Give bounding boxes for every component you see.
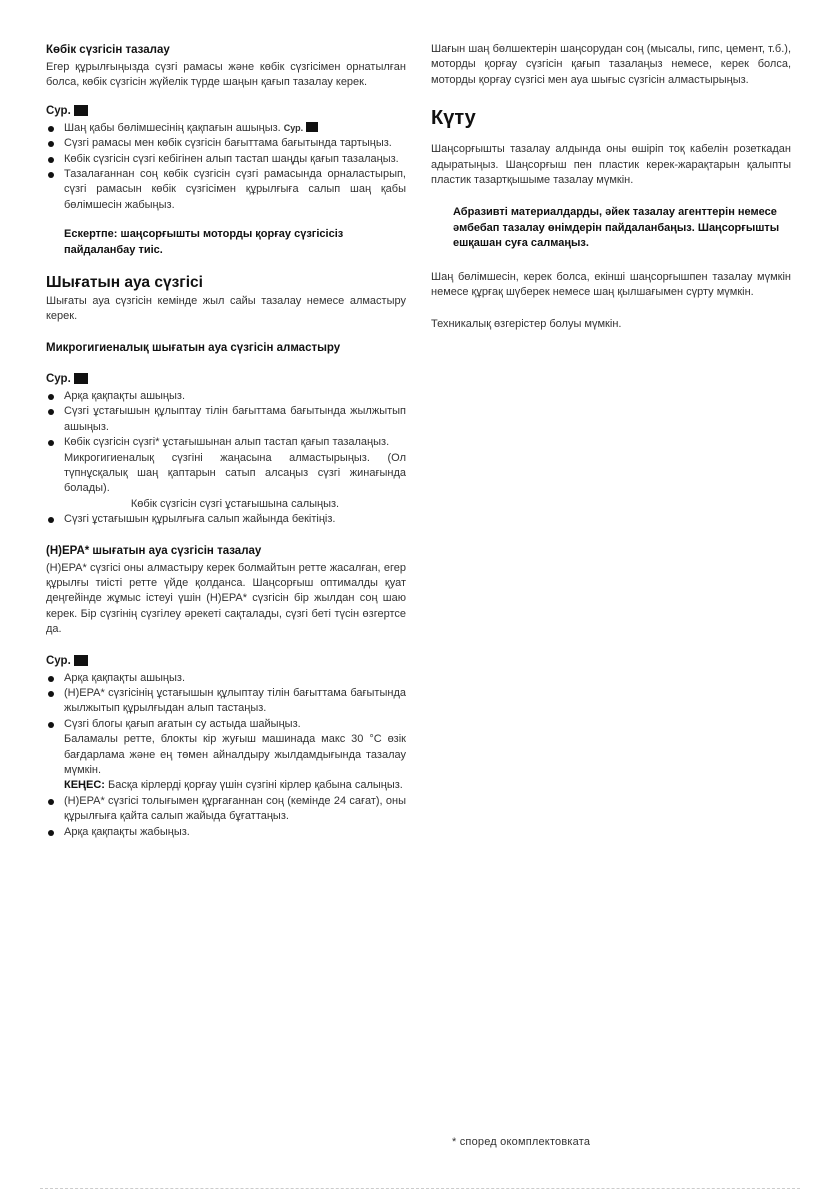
foam-filter-section [46,42,406,258]
bottom-rule [40,1188,800,1189]
list-item: Шаң қабы бөлімшесінің қақпағын ашыңыз. Сур. [46,121,406,136]
figure-number-box [306,122,318,132]
dust-compartment-text: Шаң бөлімшесін, керек болса, екінші шаңсорғышпен тазалау мүмкін немесе құрғақ шүберек немесе шаң қылшағымен сүрту мүмкін. [431,270,791,299]
exhaust-filter-text: Шығаты ауа сүзгісін кемінде жыл сайы тазалау немесе алмастыру керек. [46,295,406,323]
figure-number-box [74,655,88,666]
foam-filter-steps [46,121,406,213]
list-item: Сүзгі ұстағышын құлыптау тілін бағыттама бағытында жылжытып ашыңыз. [46,404,406,435]
hepa-text: (H)EPA* сүзгісі оны алмастыру керек болмайтын ретте жасалған, егер құрылғы тиісті ретте үйде қолданса. Шаңсорғыш оптималды қуат деңгейінде жұмыс істеуі үшін (H)EPA* сүзгісін бір жылдан соң шаю керек. Бір сүзгінің сүзгілеу әрекеті сақталады, сүзгі беті түсін өзгертсе да. [46,561,406,636]
list-item: (H)EPA* сүзгісінің ұстағышын құлыптау тілін бағыттама бағытында жылжытып құрылғыдан алып тастаңыз. [46,686,406,717]
technical-changes-text: Техникалық өзгерістер болуы мүмкін. [431,318,622,331]
list-item: Тазалағаннан соң көбік сүзгісін сүзгі рамасында орналастырып, сүзгі рамасын көбік сүзгісімен құрылғыға салып шаң қабы бөлімшесін жабыңыз. [46,167,406,213]
left-column [46,42,406,840]
exhaust-filter-title: Шығатын ауа сүзгісі [46,274,203,292]
list-item: Арқа қақпақты ашыңыз. [46,389,406,404]
list-item: Сүзгі блогы қағып ағатын су астыда шайыңыз. [46,717,406,732]
microhygiene-replace-text: Микрогигиеналық сүзгіні жаңасына алмастырыңыз. (Ол түпнұсқалық шаң қаптарын сатып алсаңыз сүзгі жинағында болады). [64,451,406,495]
figure-number-box [74,373,88,384]
care-warning: Абразивті материалдарды, әйек тазалау агенттерін немесе әмбебап тазалау өнімдерін пайдаланбаңыз. Шаңсорғышты ешқашан суға салмаңыз. [453,206,780,250]
fine-dust-text: Шағын шаң бөлшектерін шаңсорудан соң (мысалы, гипс, цемент, т.б.), моторды қорғау сүзгісін қағып тазалаңыз немесе, керек болса, моторды қорғау сүзгісі мен ауа шығыс сүзгісін алмастырыңыз. [431,43,791,86]
list-item: Сүзгі рамасы мен көбік сүзгісін бағыттама бағытында тартыңыз. [46,136,406,151]
microhygiene-insert-text: Көбік сүзгісін сүзгі ұстағышына салыңыз. [130,497,340,510]
motor-filter-note: Ескертпе: шаңсорғышты моторды қорғау сүзгісісіз пайдаланбау тиіс. [64,228,344,256]
hepa-section [46,543,406,841]
figure-number-box [74,105,88,116]
figure-label: Сур. [46,653,406,669]
list-item: (H)EPA* сүзгісі толығымен құрғағаннан соң (кемінде 24 сағат), оны құрылғыға қайта салып жайыда бұғаттаңыз. [46,794,406,825]
hepa-tip: КЕҢЕС: Басқа кірлерді қорғау үшін сүзгіні кірлер қабына салыңыз. [64,779,403,792]
list-item: Арқа қақпақты ашыңыз. [46,671,406,686]
list-item: Көбік сүзгісін сүзгі* ұстағышынан алып тастап қағып тазалаңыз. [46,435,406,450]
foam-filter-text: Егер құрылғыңызда сүзгі рамасы және көбік сүзгісімен орнатылған болса, көбік сүзгісін жүйелік түрде шаңын қағып тазалау керек. [46,61,406,89]
microhygiene-section [46,340,406,528]
figure-label: Сур. [46,103,406,119]
list-item: Көбік сүзгісін сүзгі кебігінен алып тастап шаңды қағып тазалаңыз. [46,152,406,167]
hepa-steps [46,671,406,733]
hepa-title: (H)EPA* шығатын ауа сүзгісін тазалау [46,544,262,557]
foam-filter-title: Көбік сүзгісін тазалау [46,44,170,56]
footnote: * според окомплектовката [452,1136,591,1148]
exhaust-filter-section [46,273,406,325]
list-item: Арқа қақпақты жабыңыз. [46,825,406,840]
microhygiene-steps [46,389,406,451]
hepa-washing-machine-text: Баламалы ретте, блокты кір жуғыш машинада макс 30 °С өзік бағдарлама және ең төмен айналдыру жылдамдығында тазалау мүмкін. [64,733,406,776]
figure-label: Сур. [46,371,406,387]
list-item: Сүзгі ұстағышын құрылғыға салып жайында бекітіңіз. [46,512,406,527]
microhygiene-title: Микрогигиеналық шығатын ауа сүзгісін алмастыру [46,341,341,354]
right-column [431,42,791,333]
care-title: Күту [431,107,476,130]
care-text: Шаңсорғышты тазалау алдында оны өшіріп тоқ кабелін розеткадан адыратыңыз. Шаңсорғыш пен пластик керек-жарақтарын қалыпты пластик тазартқышыме тазалау мүмкін. [431,143,791,187]
